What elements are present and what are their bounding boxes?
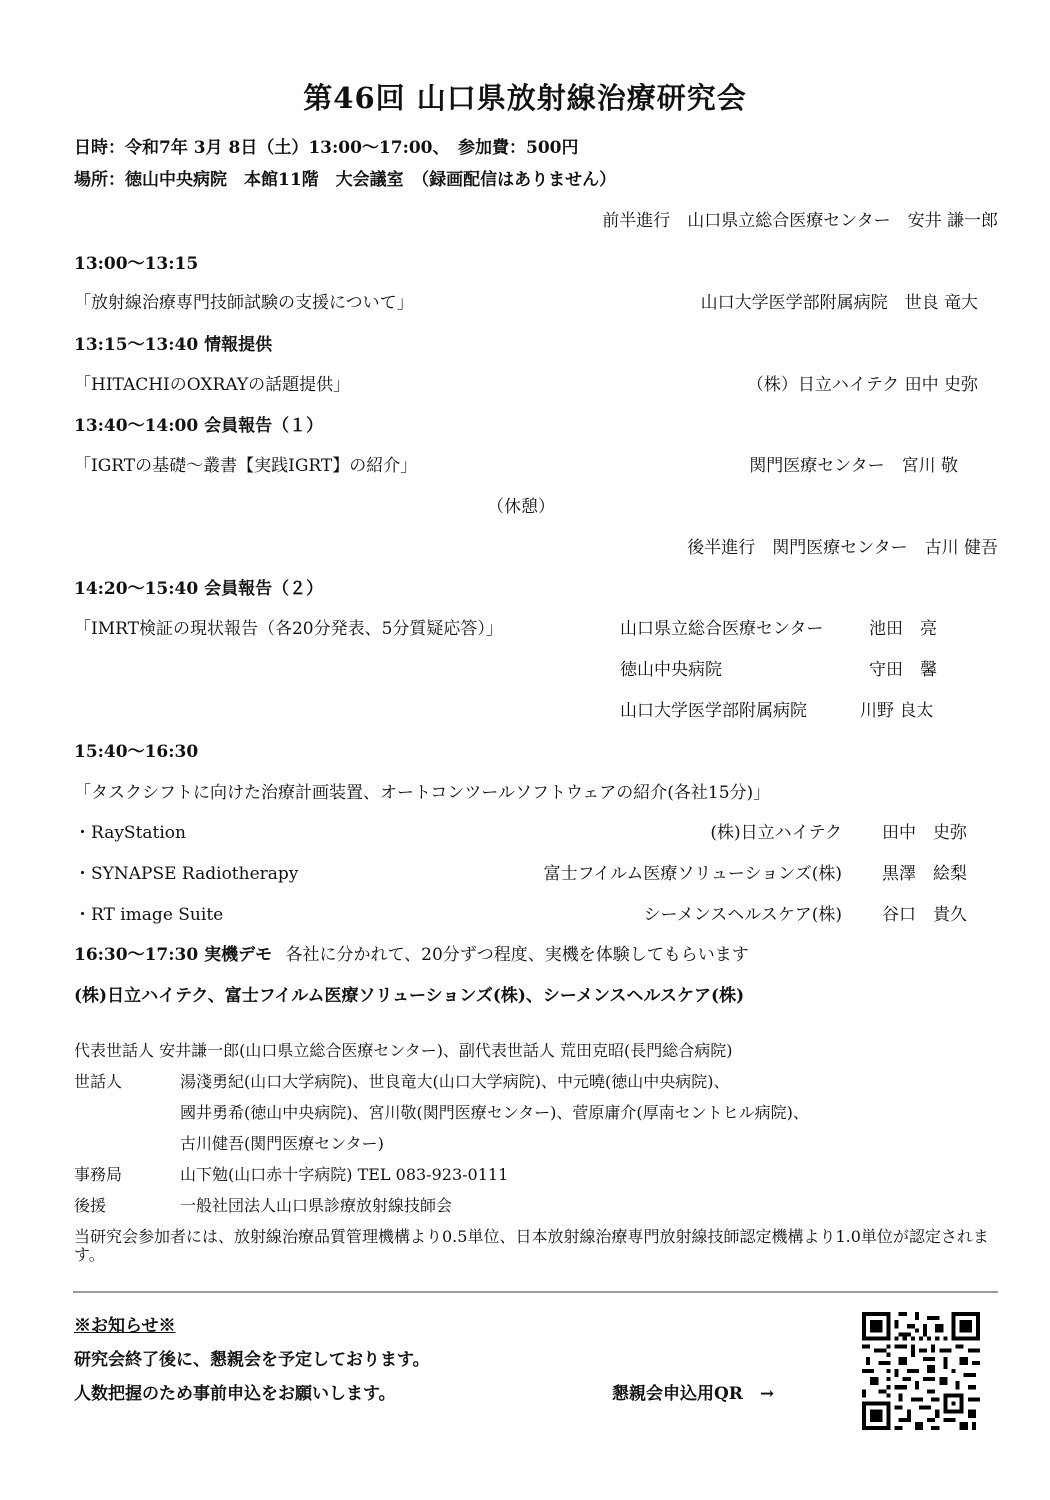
vendor-name-1: 田中 史弥 [882,823,967,843]
datetime-fee: 日時：令和7年 3月 8日（土）13:00～17:00、 参加費：500円 [74,138,579,158]
support-label: 後援 [74,1196,107,1215]
demo-description: 各社に分かれて、20分ずつ程度、実機を体験してもらいます [285,945,749,965]
staff-label: 世話人 [74,1072,123,1091]
credit-note: 当研究会参加者には、放射線治療品質管理機構より0.5単位、日本放射線治療専門放射線技師認定機構より1.0単位が認定されます。 [74,1227,989,1264]
session-1-time: 13:00～13:15 [74,254,199,274]
demo-line [74,947,749,964]
staff-line-3: 古川健吾(関門医療センター) [180,1134,384,1153]
session-1-speaker: 山口大学医学部附属病院 世良 竜大 [700,293,978,313]
office-value: 山下勉(山口赤十字病院) TEL 083-923-0111 [180,1165,509,1184]
break-label: （休憩） [487,497,555,517]
qr-label: 懇親会申込用QR → [612,1384,775,1404]
session-2-time: 13:15～13:40 情報提供 [74,335,273,355]
report-2-org-1: 山口県立総合医療センター [620,619,824,639]
vendor-session-talk: 「タスクシフトに向けた治療計画装置、オートコンツールソフトウェアの紹介(各社15分)」 [74,783,771,803]
vendor-product-1: ・RayStation [74,823,186,843]
vendor-product-3: ・RT image Suite [74,905,224,925]
demo-companies: (株)日立ハイテク、富士フイルム医療ソリューションズ(株)、シーメンスヘルスケア(株) [74,986,745,1006]
first-half-chair: 前半進行 山口県立総合医療センター 安井 謙一郎 [602,211,998,231]
session-2-speaker: （株）日立ハイテク 田中 史弥 [746,375,978,395]
support-value: 一般社団法人山口県診療放射線技師会 [180,1196,453,1215]
vendor-company-1: (株)日立ハイテク [710,823,842,843]
qr-code[interactable] [862,1312,980,1430]
vendor-product-2: ・SYNAPSE Radiotherapy [74,864,299,884]
vendor-name-3: 谷口 貴久 [882,905,967,925]
second-half-chair: 後半進行 関門医療センター 古川 健吾 [687,538,998,558]
report-2-name-2: 守田 馨 [869,660,937,680]
session-2-talk: 「HITACHIのOXRAYの話題提供」 [74,375,351,395]
notice-heading: ※お知らせ※ [74,1316,176,1336]
demo-time: 16:30～17:30 実機デモ [74,945,273,965]
report-2-name-1: 池田 亮 [869,619,937,639]
vendor-name-2: 黒澤 絵梨 [882,864,967,884]
session-1-talk: 「放射線治療専門技師試験の支援について」 [74,293,414,313]
section-divider [73,1291,998,1293]
vendor-company-2: 富士フイルム医療ソリューションズ(株) [543,864,842,884]
session-3-time: 13:40～14:00 会員報告（１） [74,416,324,436]
notice-line-1: 研究会終了後に、懇親会を予定しております。 [74,1350,430,1370]
notice-line-2: 人数把握のため事前申込をお願いします。 [74,1384,396,1404]
staff-line-2: 國井勇希(徳山中央病院)、宮川敬(関門医療センター)、菅原庸介(厚南セントヒル病院)、 [180,1103,809,1122]
report-2-org-2: 徳山中央病院 [620,660,722,680]
venue: 場所：徳山中央病院 本館11階 大会議室 （録画配信はありません） [74,170,617,190]
vendor-session-time: 15:40～16:30 [74,742,199,762]
office-label: 事務局 [74,1165,123,1184]
session-3-talk: 「IGRTの基礎～叢書【実践IGRT】の紹介」 [74,456,418,476]
report-2-name-3: 川野 良太 [860,701,934,721]
staff-line-1: 湯淺勇紀(山口大学病院)、世良竜大(山口大学病院)、中元曉(徳山中央病院)、 [180,1072,730,1091]
session-3-speaker: 関門医療センター 宮川 敬 [749,456,958,476]
vendor-company-3: シーメンスヘルスケア(株) [643,905,842,925]
report-2-time: 14:20～15:40 会員報告（２） [74,579,324,599]
page-title: 第46回 山口県放射線治療研究会 [303,81,747,115]
report-2-talk: 「IMRT検証の現状報告（各20分発表、5分質疑応答）」 [74,619,503,639]
report-2-org-3: 山口大学医学部附属病院 [620,701,807,721]
representative: 代表世話人 安井謙一郎(山口県立総合医療センター)、副代表世話人 荒田克昭(長門総合病院) [74,1041,733,1060]
